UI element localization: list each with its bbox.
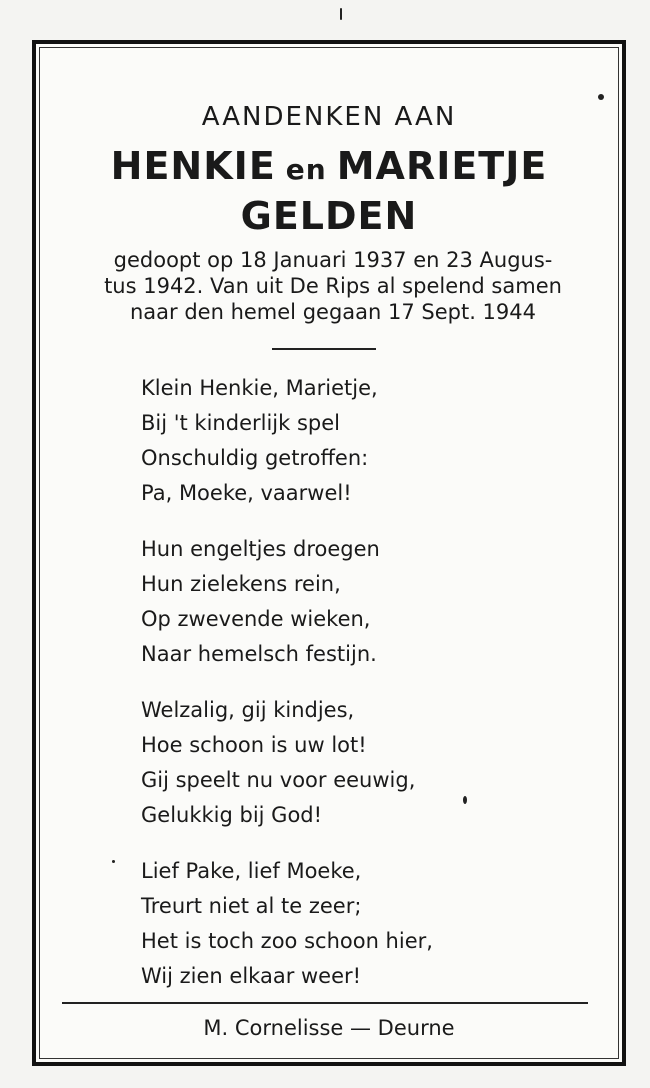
poem-line: Het is toch zoo schoon hier,: [141, 929, 433, 953]
poem-stanza: [141, 371, 433, 511]
conjunction: en: [285, 153, 327, 186]
poem-line: Naar hemelsch festijn.: [141, 642, 377, 666]
dates-line: naar den hemel gegaan 17 Sept. 1944: [129, 300, 536, 324]
scan-speck: [340, 8, 342, 20]
poem-line: Hun zielekens rein,: [141, 572, 341, 596]
poem-stanza: [141, 532, 433, 672]
scan-speck: [598, 94, 604, 100]
family-surname: GELDEN: [240, 194, 418, 238]
poem-line: Bij 't kinderlijk spel: [141, 411, 340, 435]
poem-line: Klein Henkie, Marietje,: [141, 376, 378, 400]
poem-line: Pa, Moeke, vaarwel!: [141, 481, 352, 505]
poem: [141, 371, 433, 1015]
poem-stanza: [141, 693, 433, 833]
poem-line: Wij zien elkaar weer!: [141, 964, 362, 988]
short-divider: [272, 348, 376, 350]
poem-line: Lief Pake, lief Moeke,: [141, 859, 362, 883]
poem-line: Gelukkig bij God!: [141, 803, 323, 827]
card-intro: AANDENKEN AAN: [201, 102, 457, 132]
dates-line: tus 1942. Van uit De Rips al spelend samen: [104, 274, 562, 298]
poem-line: Hun engeltjes droegen: [141, 537, 380, 561]
poem-line: Treurt niet al te zeer;: [141, 894, 362, 918]
dates-paragraph: [58, 247, 608, 325]
memorial-card: [32, 40, 626, 1066]
poem-line: Op zwevende wieken,: [141, 607, 371, 631]
scan-speck: [463, 796, 467, 804]
poem-stanza: [141, 854, 433, 994]
scan-speck: [112, 860, 115, 863]
long-divider: [62, 1002, 588, 1004]
first-child-name: HENKIE: [110, 144, 276, 188]
poem-line: Hoe schoon is uw lot!: [141, 733, 367, 757]
poem-line: Onschuldig getroffen:: [141, 446, 369, 470]
printer-credit: M. Cornelisse — Deurne: [203, 1016, 455, 1040]
dates-line: gedoopt op 18 Januari 1937 en 23 Augus-: [113, 248, 553, 272]
poem-line: Welzalig, gij kindjes,: [141, 698, 355, 722]
poem-line: Gij speelt nu voor eeuwig,: [141, 768, 416, 792]
second-child-name: MARIETJE: [336, 144, 548, 188]
children-names: [36, 144, 622, 188]
